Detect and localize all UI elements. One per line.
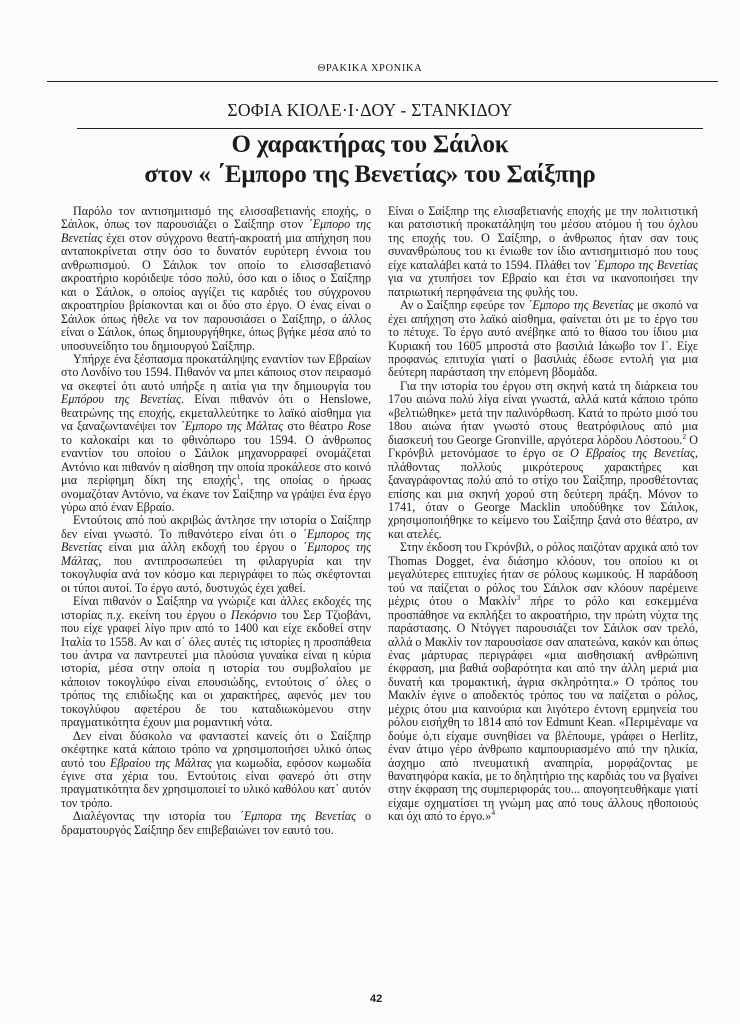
body-paragraph: [61, 353, 371, 514]
text-segment: Είναι πιθανόν ο Σαίξπηρ να γνώριζε και άλλες εκδοχές της ιστορίας π.χ. εκείνη του έργου ο: [61, 594, 371, 622]
italic-title-text: ΄Εμπορο της Βενετίας: [528, 298, 634, 313]
text-segment: του Σερ Τζιοβάνι, που είχε γραφεί λίγο πριν από το 1400 και είχε εκδοθεί στην Ιταλία το 1558. Αν και σ΄ όλες αυτές τις ιστορίες η προσπάθεια του άντρα να παντρευτεί μια πλούσια γυναίκα είναι η κύρια ιστορία, μέσα στην οποία η ιστορία του συμβολαίου με κάποιον τοκογλύφο είναι επουσιώδης, εντούτοις σ΄ όλες ο τρόπος της επιδίωξης και οι χαρακτήρες, αφενός μεν του τοκογλύφου αφετέρου δε του καταδιωκόμενου στην πραγματικότητα έχουν μια ρομαντική νότα.: [61, 607, 371, 730]
text-segment: Στην έκδοση του Γκρόνβιλ, ο ρόλος παιζόταν αρχικά από τον Thomas Dogget, ένα διάσημο κλόουν, του οποίου κι οι μεγαλύτερες επιτυχίες ήταν σε ρόλους κωμικούς. Η παράδοση τού να παίζεται ο ρόλος του Σάιλοκ σαν κλόουν παρέμεινε μέχρις ότου ο Μακλίν: [388, 540, 698, 609]
body-paragraph: [61, 730, 371, 811]
text-segment: στο θέατρο: [283, 419, 348, 434]
body-paragraph: [61, 595, 371, 730]
article-title-line-1: Ο χαρακτήρας του Σάιλοκ: [231, 131, 509, 158]
article-title: [0, 130, 740, 190]
text-segment: για να χτυπήσει τον Εβραίο και έτσι να ικανοποιήσει την πατριωτική περηφάνεια της φυλής του.: [388, 271, 698, 299]
text-segment: με σκοπό να έχει απήχηση στο λαϊκό αίσθημα, φαίνεται ότι με το έργο του το πέτυχε. Το έργο αυτό ανέβηκε από το θίασο του ίδιου μια Κυριακή του 1605 μπροστά στο βασιλιά Ιάκωβο τον Ι΄. Είχε προφανώς επιτυχία γιατί ο βασιλιάς έδωσε εντολή για μια δεύτερη παράσταση την επόμενη βδομάδα.: [388, 298, 698, 380]
journal-name: ΘΡΑΚΙΚΑ ΧΡΟΝΙΚΑ: [317, 63, 423, 74]
text-segment: Διαλέγοντας την ιστορία του: [73, 809, 240, 824]
header-divider: [47, 81, 718, 82]
text-segment: το καλοκαίρι και το φθινόπωρο του 1594. Ο άνθρωπος εναντίον του οποίου ο Σάιλοκ μηχανορραφεί ονομάζεται Αντόνιο και πιθανόν η αίσθηση την οποία προκάλεσε στο κοινό μια περίφημη δίκη της εποχής: [61, 432, 371, 488]
body-paragraph: [388, 205, 698, 299]
body-paragraph: [388, 380, 698, 541]
left-column: [61, 205, 371, 837]
italic-title-text: ΄Εμπορο της Μάλτας: [180, 419, 284, 434]
italic-title-text: Εμπόρου της Βενετίας: [61, 392, 181, 407]
body-paragraph: [61, 514, 371, 595]
footnote-marker: 2: [682, 431, 687, 441]
italic-title-text: ΄Εμπορο της Βενετίας: [61, 217, 371, 245]
right-column: [388, 205, 698, 824]
text-segment: Εντούτοις από πού ακριβώς άντλησε την ιστορία ο Σαίξπηρ δεν είναι γνωστό. Το πιθανότερο είναι ότι ο: [61, 513, 371, 541]
footnote-marker: 1: [236, 472, 241, 482]
text-segment: , της οποίας ο ήρωας ονομαζόταν Αντόνιο, να έκανε τον Σαίξπηρ να γράψει ένα έργο γύρω από έναν Εβραίο.: [61, 473, 371, 514]
text-segment: , πλάθοντας πολλούς μικρότερους χαρακτήρες και ξαναγράφοντας πολύ από το στίχο του Σαίξπηρ, προσθέτοντας επίσης και μια σκηνή χορού στη δεύτερη πράξη. Μόνον το 1741, όταν ο George Macklin υποδύθηκε τον Σάιλοκ, χρησιμοποιήθηκε το κείμενο του Σαίξπηρ ξανά στο θέατρο, αν και ατελές.: [388, 446, 698, 541]
text-segment: ο δραματουργός Σαίξπηρ δεν επιβεβαιώνει τον εαυτό του.: [61, 809, 371, 837]
body-paragraph: [388, 541, 698, 824]
text-segment: Υπήρχε ένα ξέσπασμα προκατάληψης εναντίον των Εβραίων στο Λονδίνο του 1594. Πιθανόν να μπει κάποιος στον πειρασμό να σκεφτεί ότι αυτό υπήρξε η αιτία για την δημιουργία του: [61, 351, 371, 393]
author-divider: [77, 128, 703, 129]
text-segment: Αν ο Σαίξπηρ εφεύρε τον: [400, 298, 529, 313]
footnote-marker: 4: [491, 808, 496, 818]
text-segment: Ο Γκρόνβιλ μετονόμασε το έργο σε: [388, 432, 698, 461]
text-segment: Για την ιστορία του έργου στη σκηνή κατά τη διάρκεια του 17ου αιώνα πολύ λίγα είναι γνωστά, αλλά κατά κάποιο τρόπο «βελτιώθηκε» μετά την παλινόρθωση. Κατά το πρώτο μισό του 18ου αιώνα ήταν γνωστό στους θεατρόφιλους από μια διασκευή του George Gronville, αργότερα λόρδου Λόστοου.: [388, 378, 698, 447]
italic-title-text: ΄Εμπορος της Βενετίας: [61, 526, 371, 555]
body-paragraph: [61, 205, 371, 353]
text-segment: έχει στον σύγχρονο θεατή-ακροατή μια απήχηση που ανταποκρίνεται στην όσο το δυνατόν ευρύτερη έννοια του ανθρωπισμού. Ο Σάιλοκ τον οποίο το ελισσαβετιανό ακροατήριο κορόιδεψε τόσο πολύ, όσο και ο ίδιος ο Σαίξπηρ και ο Σάιλοκ, ο οποίος αγγίζει τις καρδιές του σύγχρονου ακροατηρίου βρίσκονται και οι δύο στο έργο. Ο ένας είναι ο Σάιλοκ όπως ήθελε να τον παρουσιάσει ο Σαίξπηρ, ο άλλος είναι ο Σάιλοκ, όπως δημιουργήθηκε, όπως βγήκε μέσα από το υποσυνείδητο του δημιουργού Σαίξπηρ.: [61, 230, 371, 353]
article-author: ΣΟΦΙΑ ΚΙΟΛΕ·Ι·ΔΟΥ - ΣΤΑΝΚΙΔΟΥ: [227, 100, 513, 120]
text-segment: πήρε το ρόλο και εσκεμμένα προσπάθησε να εκπλήξει το ακροατήριο, την πρώτη νύχτα της παράστασης. Ο Ντόγγετ παρουσιάζει τον Σάιλοκ σαν τρελό, αλλά ο Μακλίν τον παρουσίασε σαν απατεώνα, κακόν και όπως ένας μάρτυρας περιγράφει «μια αισθησιακή ανθρώπινη έκφραση, μια βαθιά σοβαρότητα και από την άλλη μεριά μια δυνατή και τρομακτική, άγρια σκληρότητα.» Ο τρόπος του Μακλίν έγινε ο αποδεκτός τρόπος του να παίζεται ο ρόλος, μέχρις ότου μια καινούρια και λιγότερο έντονη ερμηνεία του ρόλου εισήχθη το 1814 από τον Edmunt Kean. «Περιμέναμε να δούμε ό,τι είχαμε συνηθίσει να βλέπουμε, γράφει ο Herlitz, έναν άτιμο γέρο άνθρωπο καμπουριασμένο από την ηλικία, άσχημο από πνευματική αναπηρία, μορφάζοντας με θανατηφόρα κακία, με το δηλητήριο της καρδιάς του να βγαίνει στην έκφραση της συμπεριφοράς του... απογοητευθήκαμε γιατί είχαμε σχηματίσει τη γνώμη μας από τους άλλους ηθοποιούς και όχι από το έργο.»: [388, 594, 698, 824]
italic-title-text: ΄Εμπορος της Μάλτας: [61, 540, 372, 568]
text-segment: Είναι ο Σαίξπηρ της ελισαβετιανής εποχής με την πολιτιστική και ρατσιστική προκατάληψη του μέσου ατόμου ή του όχλου της εποχής του. Ο Σαίξπηρ, ο άνθρωπος ήταν σαν τους συνανθρώπους του κι ένιωθε τον ίδιο αντισημιτισμό που τους είχε καταλάβει κατά το 1594. Πλάθει τον: [388, 204, 698, 272]
page-number: 42: [370, 993, 383, 1005]
body-paragraph: [388, 299, 698, 380]
text-segment: είναι μια άλλη εκδοχή του έργου ο: [102, 540, 304, 555]
text-segment: . Είναι πιθανόν ότι ο Henslowe, θεατρώνης της εποχής, εκμεταλλεύτηκε το λαϊκό αίσθημα για να ξαναζωντανέψει τον: [61, 392, 372, 434]
italic-title-text: Rose: [347, 419, 371, 434]
italic-title-text: ΄Εμπορο της Βενετίας: [593, 257, 698, 272]
italic-title-text: Πεκόρνιο: [230, 607, 277, 622]
text-segment: Δεν είναι δύσκολο να φανταστεί κανείς ότι ο Σαίξπηρ σκέφτηκε κατά κάποιο τρόπο να χρησιμοποιήσει υλικό όπως αυτό του: [61, 728, 371, 770]
italic-title-text: Ο Εβραίος της Βενετίας: [570, 446, 695, 461]
body-paragraph: [61, 810, 371, 837]
text-segment: Παρόλο τον αντισημιτισμό της ελισσαβετιανής εποχής, ο Σάιλοκ, όπως τον παρουσιάζει ο Σαίξπηρ στον: [61, 204, 371, 232]
italic-title-text: Εβραίου της Μάλτας: [109, 755, 212, 770]
article-title-line-2: στον « ΄Εμπορο της Βενετίας» του Σαίξπηρ: [144, 161, 596, 188]
italic-title-text: ΄Εμπορα της Βενετίας: [239, 809, 356, 824]
text-segment: για κωμωδία, εφόσον κωμωδία έγινε στα χέρια του. Εντούτοις είναι φανερό ότι στην πραγματικότητα δεν χρησιμοποιεί το υλικό καθόλου κατ΄ αυτόν τον τρόπο.: [61, 755, 371, 810]
footnote-marker: 3: [516, 593, 521, 603]
text-segment: , που αντιπροσωπεύει τη φιλαργυρία και την τοκογλυφία ανά τον κόσμο και περιγράφει το πώς σκέφτονται οι τύποι αυτοί. Το έργο αυτό, δυστυχώς έχει χαθεί.: [61, 553, 371, 595]
